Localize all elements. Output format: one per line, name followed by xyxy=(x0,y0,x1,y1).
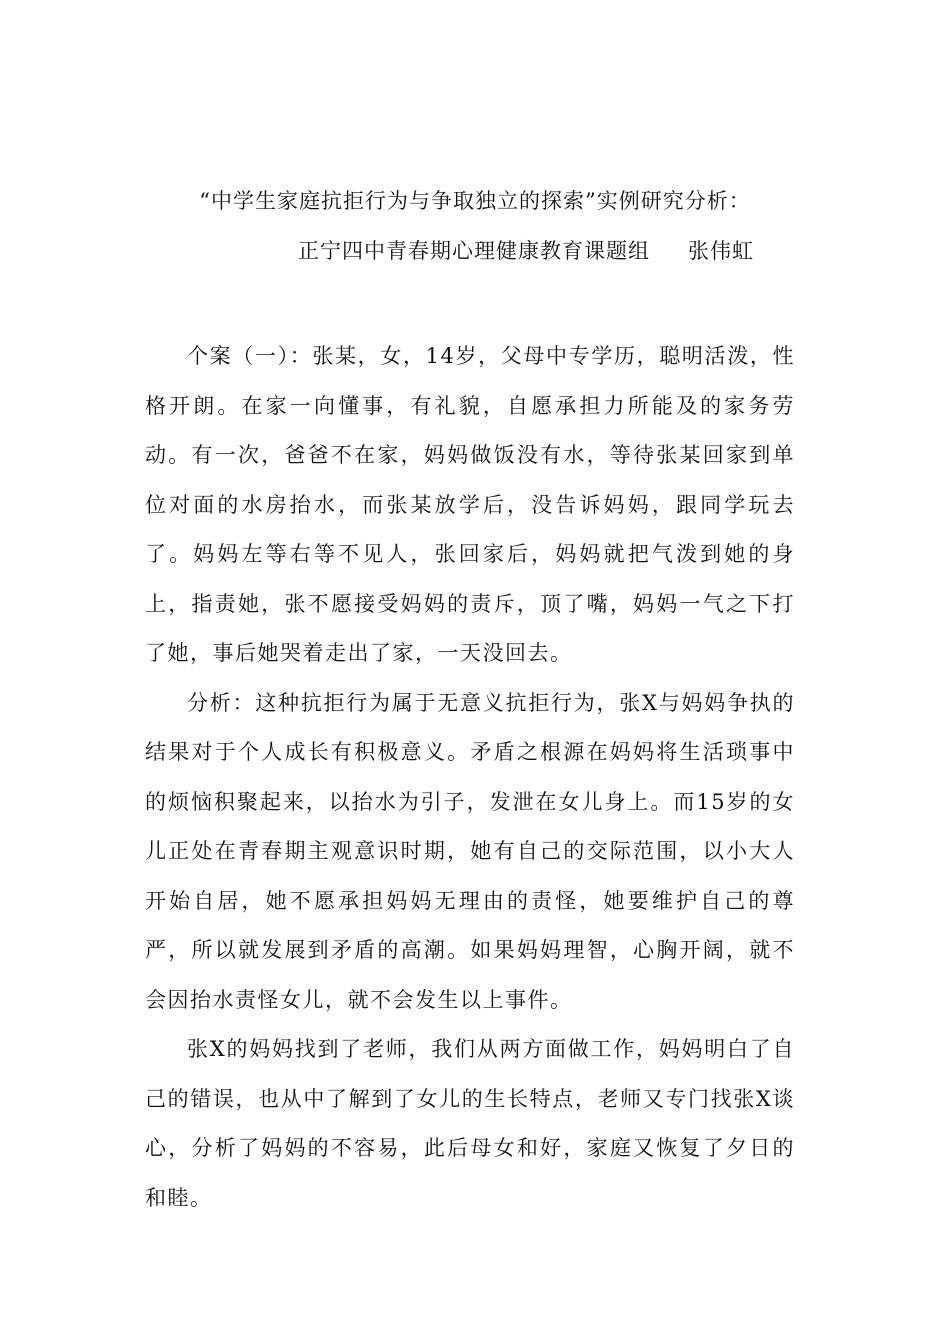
paragraph-resolution: 张X的妈妈找到了老师，我们从两方面做工作，妈妈明白了自己的错误，也从中了解到了女儿的生长特点，老师又专门找张X谈心，分析了妈妈的不容易，此后母女和好，家庭又恢复了夕日的和睦。 xyxy=(145,1037,795,1210)
document-byline xyxy=(298,236,754,266)
paragraph-analysis: 分析：这种抗拒行为属于无意义抗拒行为，张X与妈妈争执的结果对于个人成长有积极意义。矛盾之根源在妈妈将生活琐事中的烦恼积聚起来，以抬水为引子，发泄在女儿身上。而15岁的女儿正处在青春期主观意识时期，她有自己的交际范围，以小大人开始自居，她不愿承担妈妈无理由的责怪，她要维护自己的尊严，所以就发展到矛盾的高潮。如果妈妈理智，心胸开阔，就不会因抬水责怪女儿，就不会发生以上事件。 xyxy=(145,690,795,1012)
paragraph-case-one: 个案（一）：张某，女，14岁，父母中专学历，聪明活泼，性格开朗。在家一向懂事，有礼貌，自愿承担力所能及的家务劳动。有一次，爸爸不在家，妈妈做饭没有水，等待张某回家到单位对面的水房抬水，而张某放学后，没告诉妈妈，跟同学玩去了。妈妈左等右等不见人，张回家后，妈妈就把气泼到她的身上，指责她，张不愿接受妈妈的责斥，顶了嘴，妈妈一气之下打了她，事后她哭着走出了家，一天没回去。 xyxy=(145,344,795,665)
document-body xyxy=(145,332,795,1223)
document-title: “中学生家庭抗拒行为与争取独立的探索”实例研究分析： xyxy=(199,189,751,213)
byline-author: 张伟虹 xyxy=(688,239,754,263)
byline-organization: 正宁四中青春期心理健康教育课题组 xyxy=(298,239,650,263)
